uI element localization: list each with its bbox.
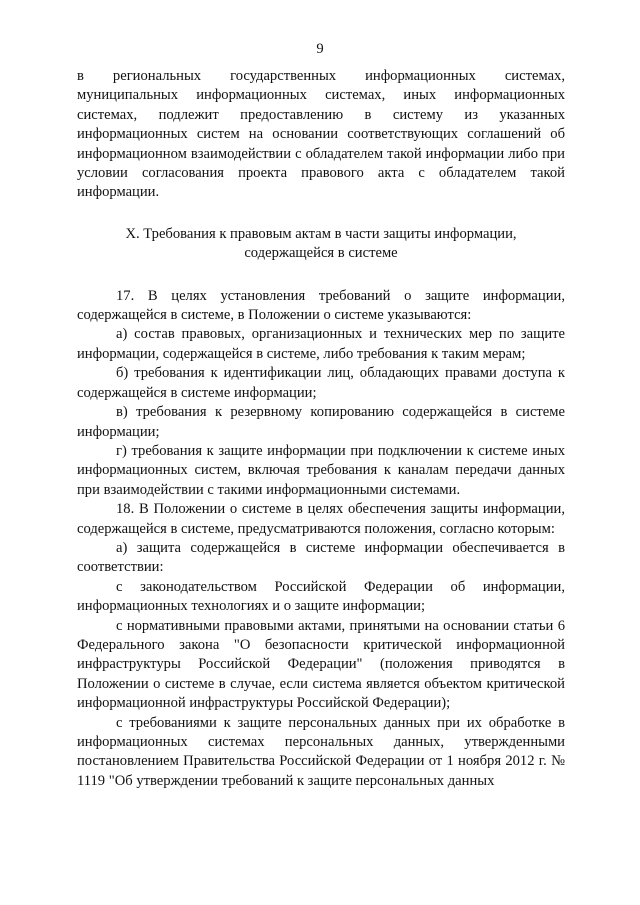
paragraph-18: 18. В Положении о системе в целях обеспечения защиты информации, содержащейся в системе, предусматриваются положения, согласно которым: <box>77 501 565 537</box>
paragraph-17-a: а) состав правовых, организационных и технических мер по защите информации, содержащейся в системе, либо требования к таким мерам; <box>77 326 565 362</box>
paragraph-intro: в региональных государственных информационных системах, муниципальных информационных системах, иных информационных системах, подлежит предоставлению в систему из указанных информационных систем на основании соответствующих соглашений об информационном взаимодействии с обладателем такой информации либо при условии согласования проекта правового акта с обладателем такой информации. <box>77 68 565 201</box>
paragraph-17-g: г) требования к защите информации при подключении к системе иных информационных систем, включая требования к каналам передачи данных при взаимодействии с такими информационными системами. <box>77 442 565 498</box>
paragraph-17-b: б) требования к идентификации лиц, обладающих правами доступа к содержащейся в системе информации; <box>77 365 565 401</box>
paragraph-17: 17. В целях установления требований о защите информации, содержащейся в системе, в Положении о системе указываются: <box>77 287 565 324</box>
paragraph-18-a-3: с требованиями к защите персональных данных при их обработке в информационных системах персональных данных, утвержденными постановлением Правительства Российской Федерации от 1 ноября 2012 г. № 1119 "Об утверждении требований к защите персональных данных <box>77 714 565 789</box>
document-body <box>77 67 565 791</box>
page-number: 9 <box>316 41 324 57</box>
paragraph-17-v: в) требования к резервному копированию содержащейся в системе информации; <box>77 404 565 440</box>
section-heading-line-2: содержащейся в системе <box>244 245 398 262</box>
section-heading <box>77 225 565 264</box>
section-heading-line-1: X. Требования к правовым актам в части защиты информации, <box>125 225 517 242</box>
paragraph-18-a-1: с законодательством Российской Федерации об информации, информационных технологиях и о защите информации; <box>77 578 565 615</box>
paragraph-18-a: а) защита содержащейся в системе информации обеспечивается в соответствии: <box>77 539 565 576</box>
paragraph-18-a-2: с нормативными правовыми актами, принятыми на основании статьи 6 Федерального закона "О безопасности критической информационной инфраструктуры Российской Федерации" (положения приводятся в Положении о системе в случае, если система является объектом критической информационной инфраструктуры Российской Федерации); <box>77 617 565 712</box>
